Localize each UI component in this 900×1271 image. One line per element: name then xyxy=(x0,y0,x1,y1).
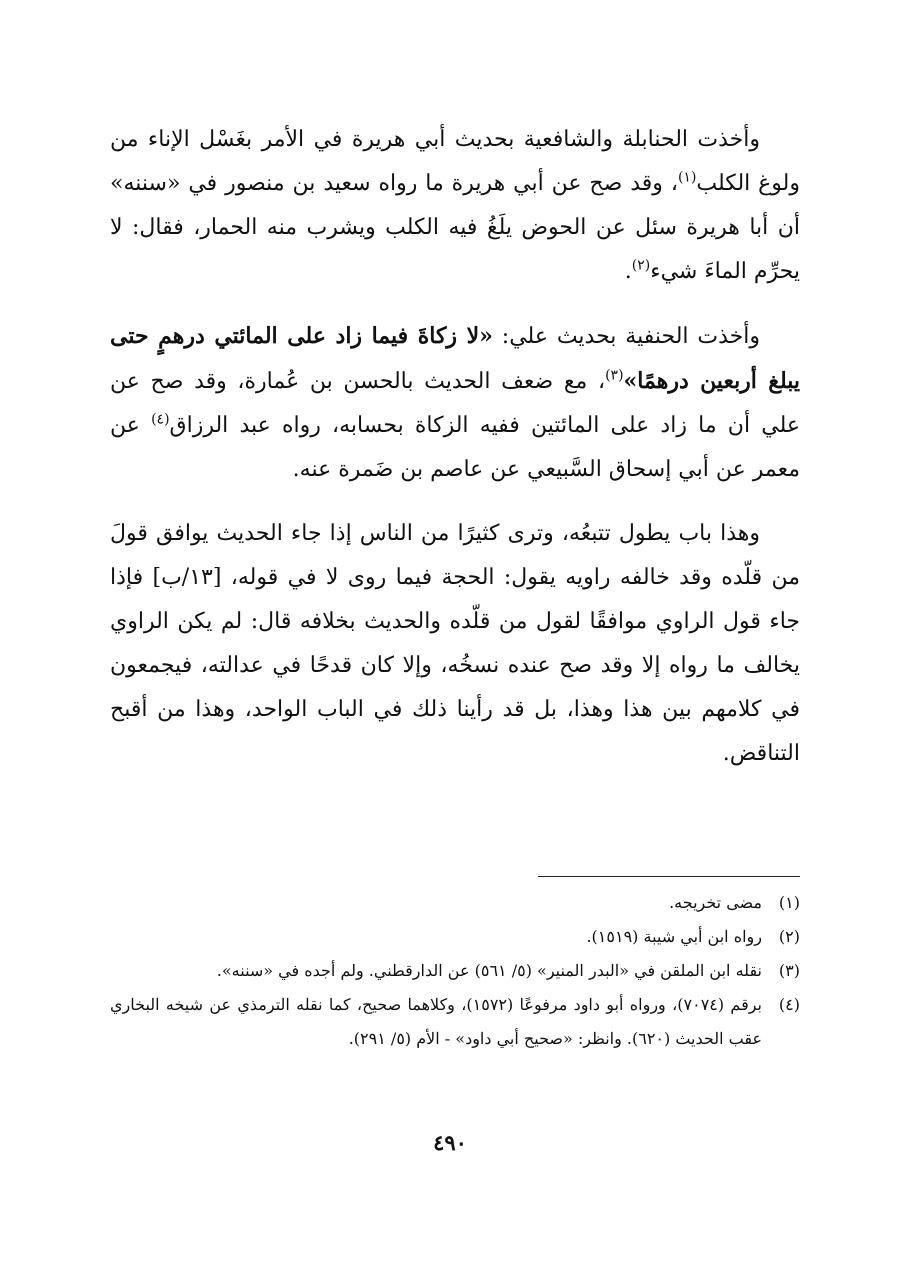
paragraph-2 xyxy=(110,314,800,492)
paragraph-3 xyxy=(110,512,800,776)
footnote-text: رواه ابن أبي شيبة (١٥١٩). xyxy=(586,927,762,946)
footnotes xyxy=(110,886,800,1056)
footnote-ref-4: (٤) xyxy=(151,411,170,428)
paragraph-1-text-a: وأخذت الحنابلة والشافعية بحديث أبي هريرة في الأمر بغَسْل الإناء من ولوغ الكلب xyxy=(110,127,800,196)
main-text xyxy=(110,118,800,796)
footnote-number: (٣) xyxy=(778,961,800,980)
paragraph-1-text-c: . xyxy=(624,259,632,284)
footnote-1 xyxy=(110,886,800,920)
paragraph-1-text-b: ، وقد صح عن أبي هريرة ما رواه سعيد بن منصور في «سننه» أن أبا هريرة سئل عن الحوض يلَغُ فيه الكلب ويشرب منه الحمار، فقال: لا يحرِّم الماءَ شيء xyxy=(110,171,800,284)
paragraph-1 xyxy=(110,118,800,294)
footnote-text: برقم (٧٠٧٤)، ورواه أبو داود مرفوعًا (١٥٧٢)، وكلاهما صحيح، كما نقله الترمذي عن شيخه البخاري عقب الحديث (٦٢٠). وانظر: «صحيح أبي داود» - الأم (٥/ ٢٩١). xyxy=(110,995,762,1048)
footnote-number: (١) xyxy=(778,893,800,912)
paragraph-2-text-a: وأخذت الحنفية بحديث علي: xyxy=(492,324,761,349)
footnote-number: (٤) xyxy=(778,995,800,1014)
footnote-separator xyxy=(538,876,800,877)
footnote-text: نقله ابن الملقن في «البدر المنير» (٥/ ٥٦١) عن الدارقطني. ولم أجده في «سننه». xyxy=(216,961,762,980)
footnote-ref-3: (٣) xyxy=(605,367,624,384)
footnote-ref-1: (١) xyxy=(677,169,697,186)
paragraph-2-text-c: عن معمر عن أبي إسحاق السَّبيعي عن عاصم بن ضَمرة عنه. xyxy=(110,413,800,482)
paragraph-2-text-b: ، مع ضعف الحديث بالحسن بن عُمارة، وقد صح عن علي أن ما زاد على المائتين ففيه الزكاة بحسابه، رواه عبد الرزاق xyxy=(110,369,800,438)
page-number: ٤٩٠ xyxy=(433,1130,467,1155)
footnote-2 xyxy=(110,920,800,954)
footnote-4 xyxy=(110,988,800,1056)
footnote-ref-2: (٢) xyxy=(631,257,651,274)
hadith-quote: «لا زكاةَ فيما زاد على المائتي درهمٍ حتى يبلغ أربعين درهمًا» xyxy=(110,323,800,394)
paragraph-3-text: وهذا باب يطول تتبعُه، وترى كثيرًا من الناس إذا جاء الحديث يوافق قولَ من قلّده وقد خالفه راويه يقول: الحجة فيما روى لا في قوله، [١٣/ب] فإذا جاء قول الراوي موافقًا لقول من قلّده والحديث بخلافه قال: لم يكن الراوي يخالف ما رواه إلا وقد صح عنده نسخُه، وإلا كان قدحًا في عدالته، فيجمعون في كلامهم بين هذا وهذا، بل قد رأينا ذلك في الباب الواحد، وهذا من أقبح التناقض. xyxy=(110,521,800,766)
footnote-number: (٢) xyxy=(778,927,800,946)
footnote-text: مضى تخريجه. xyxy=(669,893,762,912)
footnote-3 xyxy=(110,954,800,988)
